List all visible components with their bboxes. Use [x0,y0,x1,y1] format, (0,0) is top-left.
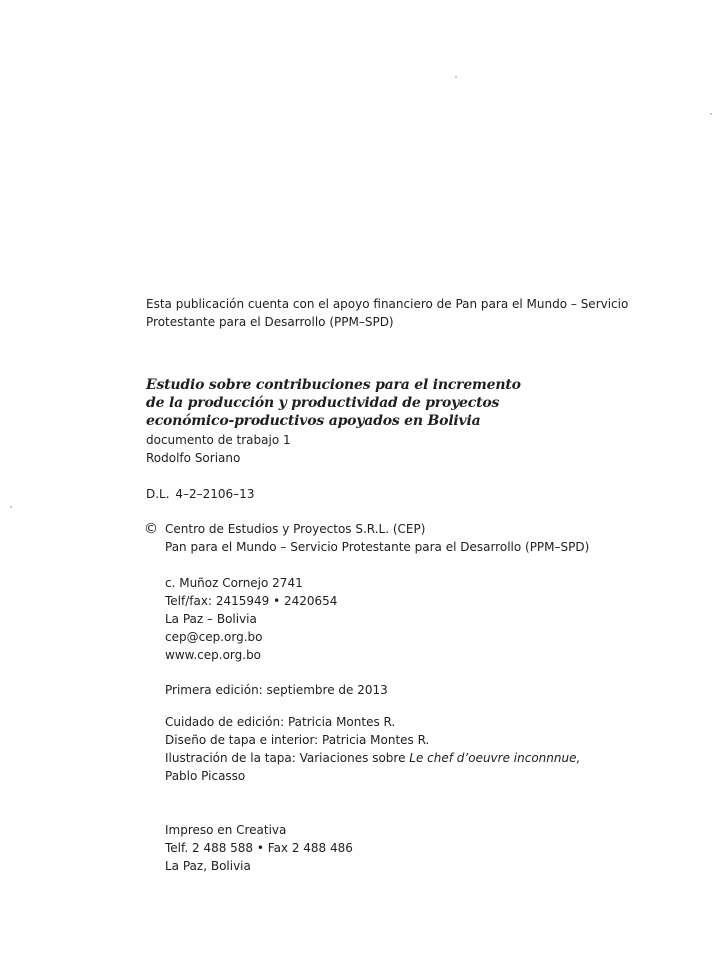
copyright-holder: Centro de Estudios y Proyectos S.R.L. (CEP) [165,522,426,536]
copyright-icon: © [144,521,158,537]
street-address: c. Muñoz Cornejo 2741 [165,576,303,590]
email-address: cep@cep.org.bo [165,630,263,644]
copyright-holders [165,520,589,556]
title-line: Estudio sobre contribuciones para el incremento [146,377,521,393]
printer-information [165,821,353,875]
support-note-line: Protestante para el Desarrollo (PPM–SPD) [146,315,394,329]
cover-illustration-credit [165,749,580,767]
publication-credits [165,713,580,785]
publisher-address [165,574,337,664]
scan-speck [10,506,12,508]
city-country: La Paz – Bolivia [165,612,257,626]
title-line: de la producción y productividad de proyectos [146,395,500,411]
website-address: www.cep.org.bo [165,648,262,662]
cover-artist: Pablo Picasso [165,769,246,783]
printer-phone-fax: Telf. 2 488 588 • Fax 2 488 486 [165,841,353,855]
printer-name: Impreso en Creativa [165,823,287,837]
author-name: Rodolfo Soriano [146,451,241,465]
design-credit: Diseño de tapa e interior: Patricia Montes R. [165,733,430,747]
scan-speck [455,76,457,78]
legal-deposit-number: D.L. 4–2–2106–13 [146,487,255,501]
scan-speck [710,113,712,115]
editing-credit: Cuidado de edición: Patricia Montes R. [165,715,396,729]
edition-date: Primera edición: septiembre de 2013 [165,683,388,697]
copyright-holder: Pan para el Mundo – Servicio Protestante para el Desarrollo (PPM–SPD) [165,540,590,554]
support-note-line: Esta publicación cuenta con el apoyo financiero de Pan para el Mundo – Servicio [146,297,629,311]
series-label: documento de trabajo 1 [146,433,291,447]
document-metadata [146,431,291,467]
title-line: económico-productivos apoyados en Bolivia [146,413,481,429]
cover-credit-prefix: Ilustración de la tapa: Variaciones sobre [165,751,410,765]
cover-artwork-title: Le chef d’oeuvre inconnnue, [409,751,581,765]
financial-support-note [146,295,628,331]
phone-fax: Telf/fax: 2415949 • 2420654 [165,594,338,608]
publication-title [146,376,521,430]
printer-city: La Paz, Bolivia [165,859,251,873]
